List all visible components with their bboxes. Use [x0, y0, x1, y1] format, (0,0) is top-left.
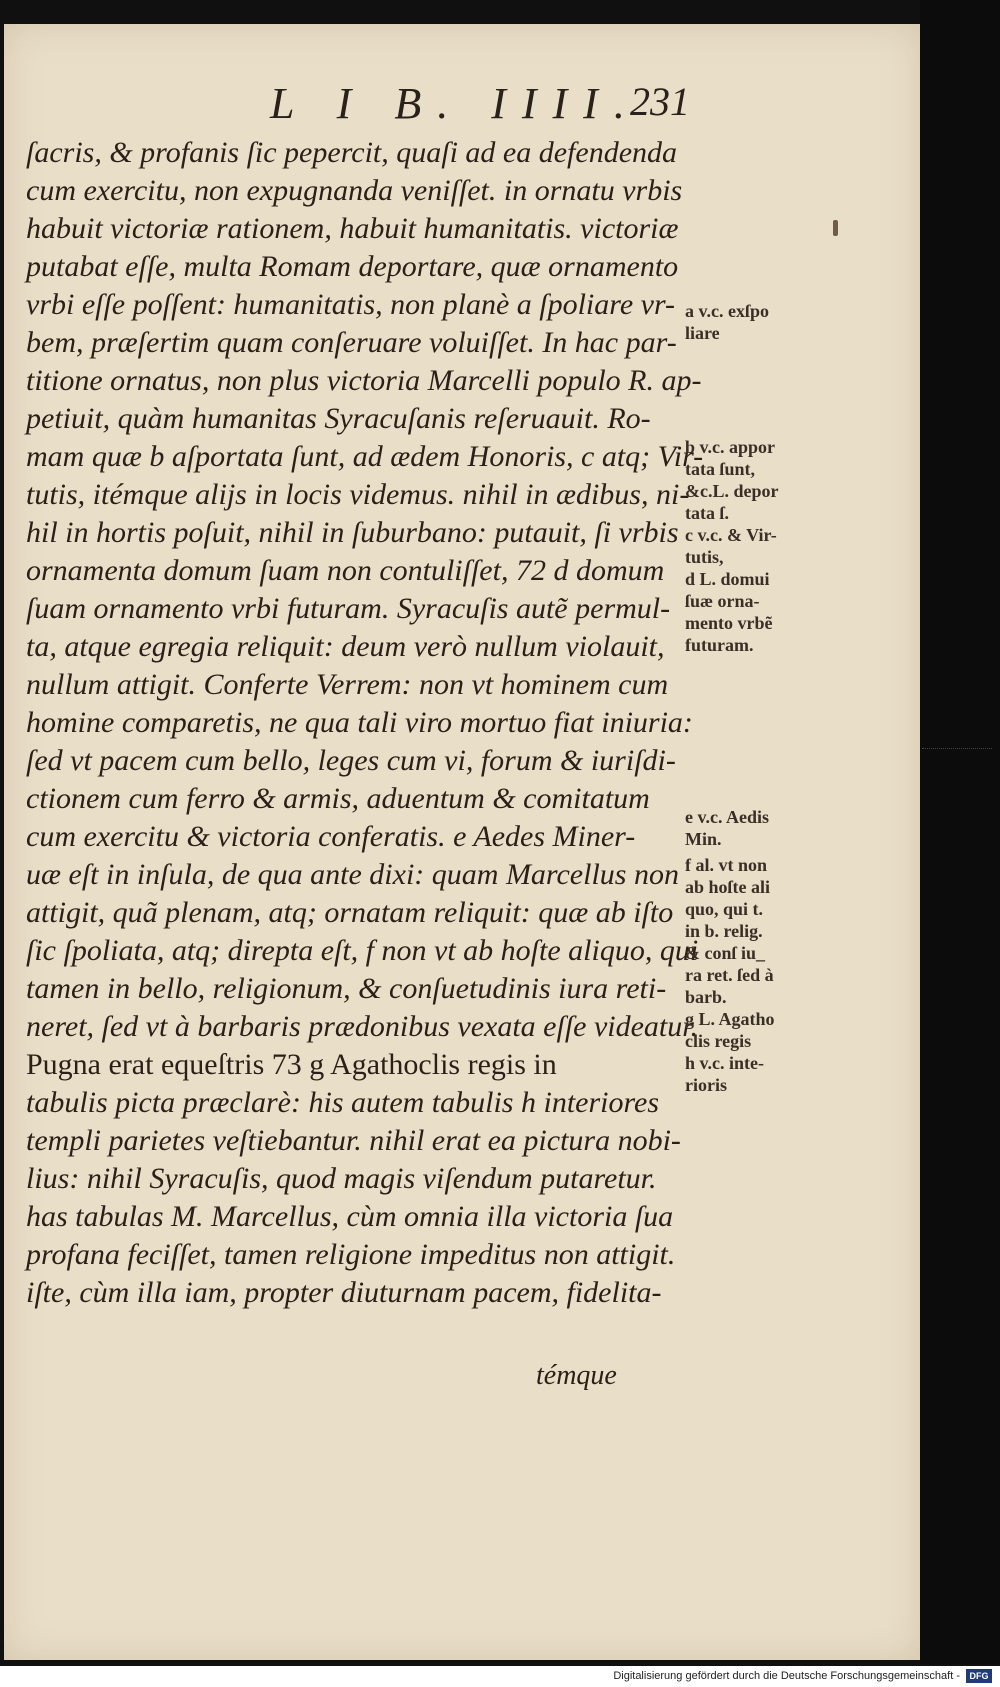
text-line: ſic ſpoliata, atq; direpta eſt, f non vt ab hoſte aliquo, qui: [26, 934, 699, 967]
text-line: has tabulas M. Marcellus, cùm omnia illa victoria ſua: [26, 1200, 674, 1233]
text-line: bem, præſertim quam conſeruare voluiſſet. In hac par-: [26, 326, 677, 359]
text-line: homine comparetis, ne qua tali viro mortuo fiat iniuria:: [26, 706, 693, 739]
margin-note: d L. domui ſuæ orna- mento vrbẽ futuram.: [685, 569, 773, 655]
margin-note: f al. vt non ab hoſte ali quo, qui t. in b. relig. & conſ iu_ ra ret. ſed à barb.: [685, 855, 774, 1007]
margin-note: a v.c. exſpo liare: [685, 301, 769, 343]
text-line: petiuit, quàm humanitas Syracuſanis reſeruauit. Ro-: [26, 402, 651, 435]
text-line: lius: nihil Syracuſis, quod magis viſendum putaretur.: [26, 1162, 657, 1195]
edge-mark: [922, 748, 992, 757]
text-line: titione ornatus, non plus victoria Marcelli populo R. ap-: [26, 364, 702, 397]
text-line: neret, ſed vt à barbaris prædonibus vexata eſſe videatur.: [26, 1010, 699, 1043]
dfg-logo: DFG: [966, 1669, 992, 1683]
text-line: tutis, itémque alijs in locis videmus. nihil in ædibus, ni-: [26, 478, 690, 511]
running-head: L I B. IIII.: [270, 79, 641, 128]
catchword: témque: [536, 1360, 617, 1391]
text-line: ta, atque egregia reliquit: deum verò nullum violauit,: [26, 630, 665, 663]
text-line: hil in hortis poſuit, nihil in ſuburbano: putauit, ſi vrbis: [26, 516, 679, 549]
text-line: tamen in bello, religionum, & conſuetudinis iura reti-: [26, 972, 667, 1005]
text-line: ſacris, & profanis ſic pepercit, quaſi ad ea defendenda: [26, 136, 678, 169]
page-header: [270, 78, 690, 138]
margin-notes: [685, 300, 825, 1104]
text-line: cum exercitu, non expugnanda veniſſet. in ornatu vrbis: [26, 174, 683, 207]
margin-note: b v.c. appor tata ſunt, &c.L. depor tata ſ.: [685, 437, 779, 523]
text-line: iſte, cùm illa iam, propter diuturnam pacem, fidelita-: [26, 1276, 662, 1309]
page-number: 231: [630, 79, 690, 124]
text-line: ctionem cum ferro & armis, aduentum & comitatum: [26, 782, 650, 815]
text-line: habuit victoriæ rationem, habuit humanitatis. victoriæ: [26, 212, 679, 245]
margin-note: c v.c. & Vir- tutis,: [685, 525, 777, 567]
text-line: putabat eſſe, multa Romam deportare, quæ ornamento: [26, 250, 679, 283]
text-line: tabulis picta præclarè: his autem tabulis h interiores: [26, 1086, 660, 1119]
text-line: ſuam ornamento vrbi futuram. Syracuſis autẽ permul-: [26, 592, 671, 625]
text-line: cum exercitu & victoria conferatis. e Aedes Miner-: [26, 820, 636, 853]
text-line: templi parietes veſtiebantur. nihil erat ea pictura nobi-: [26, 1124, 681, 1157]
ink-speck: [833, 220, 838, 236]
text-line: ſed vt pacem cum bello, leges cum vi, forum & iuriſdi-: [26, 744, 676, 777]
text-line: nullum attigit. Conferte Verrem: non vt hominem cum: [26, 668, 669, 701]
margin-note: e v.c. Aedis Min.: [685, 807, 769, 849]
text-line: mam quæ b aſportata ſunt, ad ædem Honoris, c atq; Vir-: [26, 440, 704, 473]
text-line: uæ eſt in inſula, de qua ante dixi: quam Marcellus non: [26, 858, 679, 891]
margin-note: h v.c. inte- rioris: [685, 1053, 764, 1095]
text-line: profana feciſſet, tamen religione impeditus non attigit.: [26, 1238, 676, 1271]
scan-edge: [920, 0, 1000, 1664]
main-text: [26, 134, 704, 1312]
text-line: vrbi eſſe poſſent: humanitatis, non planè a ſpoliare vr-: [26, 288, 676, 321]
margin-note: g L. Agatho clis regis: [685, 1009, 775, 1051]
text-line: Pugna erat equeſtris 73 g Agathoclis regis in: [26, 1048, 557, 1081]
digitization-credit: Digitalisierung gefördert durch die Deutsche Forschungsgemeinschaft -: [613, 1670, 960, 1682]
text-line: ornamenta domum ſuam non contuliſſet, 72 d domum: [26, 554, 665, 587]
text-line: attigit, quã plenam, atq; ornatam reliquit: quæ ab iſto: [26, 896, 674, 929]
